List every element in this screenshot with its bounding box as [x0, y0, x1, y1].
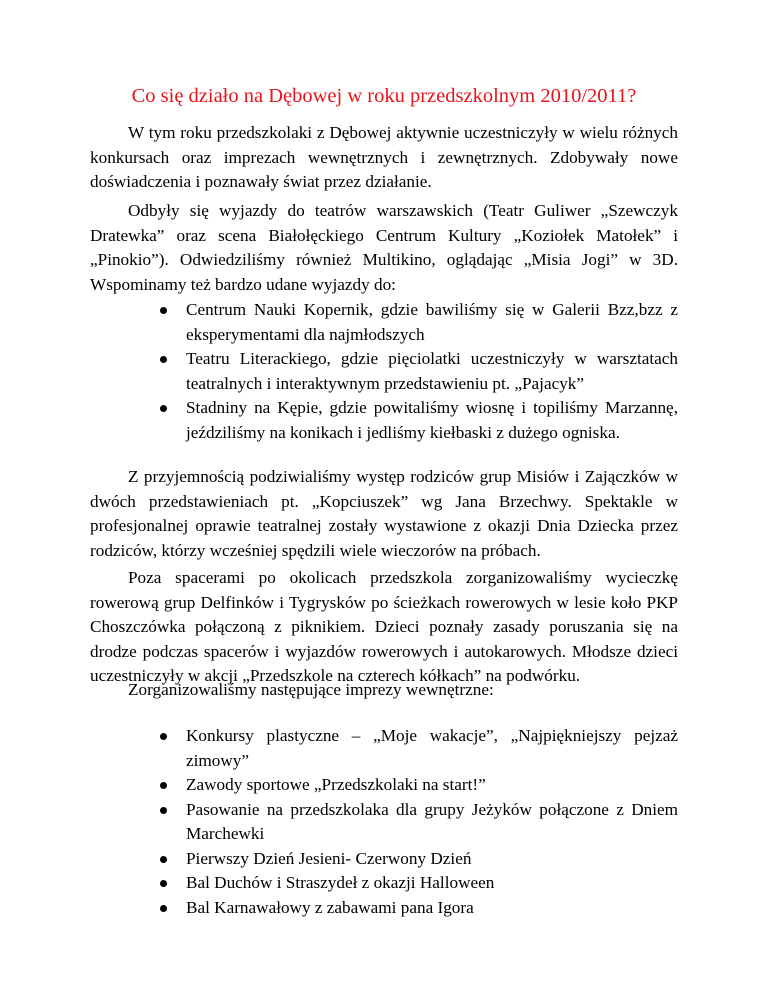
paragraph-trips: Poza spacerami po okolicach przedszkola zorganizowaliśmy wycieczkę rowerową grup Delfinków i Tygrysków po ścieżkach rowerowych w lesie koło PKP Choszczówka połączoną z piknikiem. Dzieci poznały zasady poruszania się na drodze podczas spacerów i wyjazdów rowerowych i autokarowych. Młodsze dzieci uczestniczyły w akcji „Przedszkole na czterech kółkach” na podwórku. — [90, 568, 678, 685]
list-item — [90, 896, 678, 921]
list-item-text: Bal Duchów i Straszydeł z okazji Halloween — [186, 873, 495, 892]
document-title: Co się działo na Dębowej w roku przedszkolnym 2010/2011? — [131, 85, 637, 107]
events-list — [90, 724, 678, 920]
list-item — [90, 871, 678, 896]
bullet-icon — [160, 356, 167, 363]
list-item-text: Pierwszy Dzień Jesieni- Czerwony Dzień — [186, 848, 472, 868]
list-item-text: Stadniny na Kępie, gdzie powitaliśmy wiosnę i topiliśmy Marzannę, jeździliśmy na konikach i jedliśmy kiełbaski z dużego ogniska. — [186, 398, 678, 442]
bullet-icon — [160, 856, 167, 863]
list-item — [90, 798, 678, 847]
list-item — [90, 298, 678, 347]
list-item-text: Zawody sportowe „Przedszkolaki na start!” — [186, 775, 486, 794]
list-item-text: Teatru Literackiego, gdzie pięciolatki uczestniczyły w warsztatach teatralnych i interaktywnym przedstawieniu pt. „Pajacyk” — [186, 349, 678, 393]
list-item — [90, 773, 678, 798]
bullet-icon — [160, 782, 167, 789]
trips-list — [90, 298, 678, 445]
list-item — [90, 347, 678, 396]
bullet-icon — [160, 905, 167, 912]
bullet-icon — [160, 880, 167, 887]
paragraph-theatres: Odbyły się wyjazdy do teatrów warszawskich (Teatr Guliwer „Szewczyk Dratewka” oraz scena Białołęckiego Centrum Kultury „Koziołek Matołek” i „Pinokio”). Odwiedziliśmy również Multikino, oglądając „Misia Jogi” w 3D. Wspominamy też bardzo udane wyjazdy do: — [90, 201, 678, 294]
list-item-text: Centrum Nauki Kopernik, gdzie bawiliśmy się w Galerii Bzz,bzz z eksperymentami dla najmłodszych — [186, 300, 678, 344]
list-item-text: Pasowanie na przedszkolaka dla grupy Jeżyków połączone z Dniem Marchewki — [186, 799, 678, 843]
bullet-icon — [160, 733, 167, 740]
bullet-icon — [160, 807, 167, 814]
list-item — [90, 847, 678, 872]
list-item-text: Konkursy plastyczne – „Moje wakacje”, „Najpiękniejszy pejzaż zimowy” — [186, 726, 678, 770]
paragraph-intro: W tym roku przedszkolaki z Dębowej aktywnie uczestniczyły w wielu różnych konkursach oraz imprezach wewnętrznych i zewnętrznych. Zdobywały nowe doświadczenia i poznawały świat przez działanie. — [90, 123, 678, 191]
list-item — [90, 396, 678, 445]
list-item — [90, 724, 678, 773]
bullet-icon — [160, 405, 167, 412]
paragraph-performance: Z przyjemnością podziwialiśmy występ rodziców grup Misiów i Zajączków w dwóch przedstawieniach pt. „Kopciuszek” wg Jana Brzechwy. Spektakle w profesjonalnej oprawie teatralnej zostały wystawione z okazji Dnia Dziecka przez rodziców, którzy wcześniej spędzili wiele wieczorów na próbach. — [90, 467, 678, 560]
paragraph-events-intro: Zorganizowaliśmy następujące imprezy wewnętrzne: — [128, 680, 494, 699]
list-item-text: Bal Karnawałowy z zabawami pana Igora — [186, 897, 474, 917]
bullet-icon — [160, 307, 167, 314]
